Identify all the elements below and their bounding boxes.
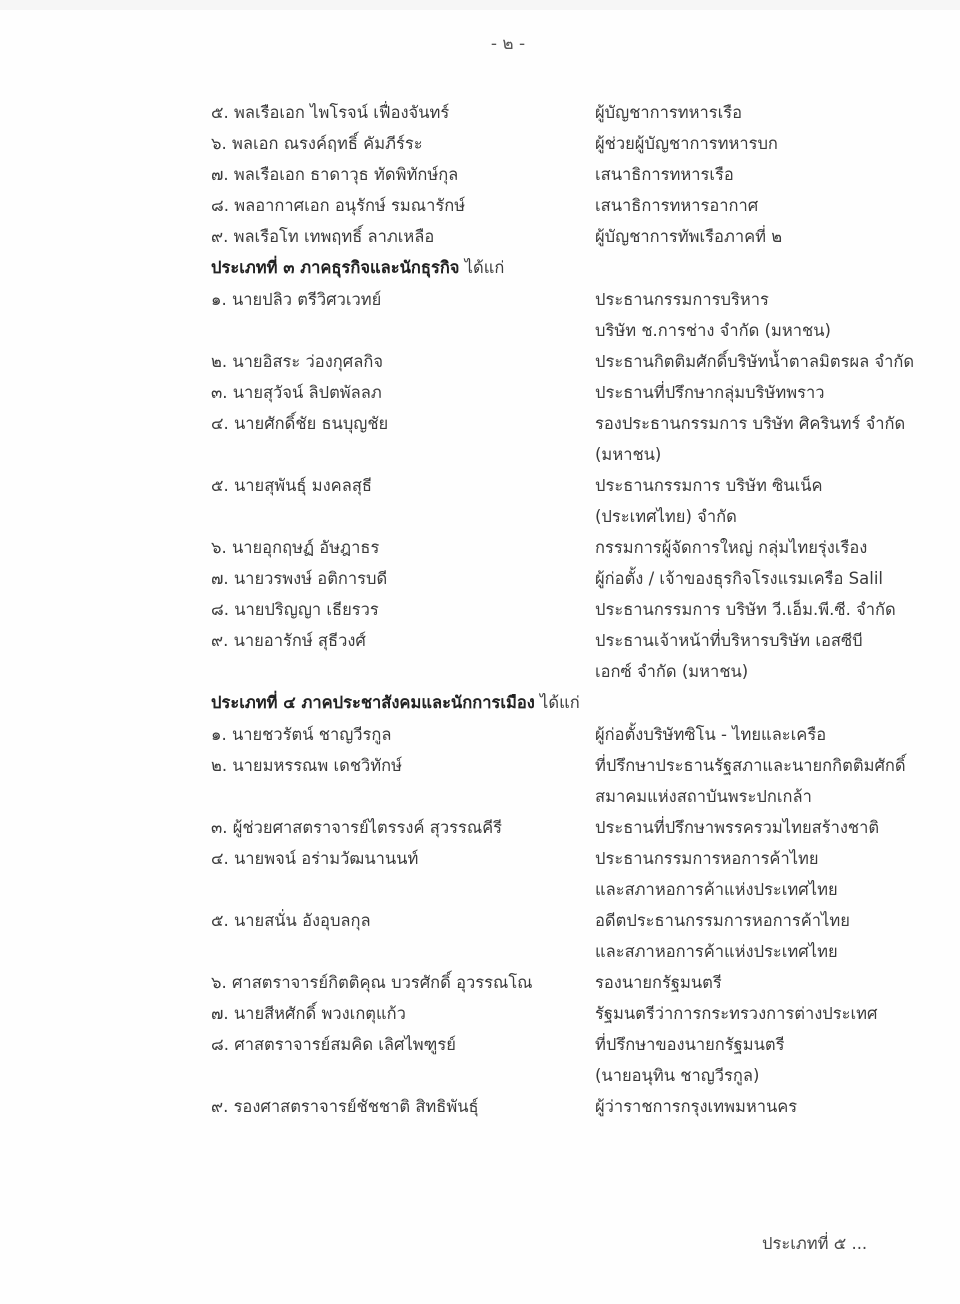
list-item xyxy=(211,843,951,874)
list-item xyxy=(211,1029,951,1060)
member-name: ๗. พลเรือเอก ธาดาวุธ ทัดพิทักษ์กุล xyxy=(211,165,459,184)
list-item xyxy=(211,190,951,221)
list-item xyxy=(211,563,951,594)
member-name: ๗. นายวรพงษ์ อติการบดี xyxy=(211,569,388,588)
page-number: - ๒ - xyxy=(490,34,526,54)
member-name: ๙. รองศาสตราจารย์ชัชชาติ สิทธิพันธุ์ xyxy=(211,1097,479,1116)
member-position: เสนาธิการทหารเรือ xyxy=(595,165,734,184)
member-position: อดีตประธานกรรมการหอการค้าไทย xyxy=(595,911,850,930)
member-position: ผู้ว่าราชการกรุงเทพมหานคร xyxy=(595,1097,798,1116)
member-position: ผู้ก่อตั้ง / เจ้าของธุรกิจโรงแรมเครือ Salil xyxy=(595,569,883,588)
member-position: ประธานกิตติมศักดิ์บริษัทน้ำตาลมิตรผล จำกัด xyxy=(595,352,915,371)
member-position: กรรมการผู้จัดการใหญ่ กลุ่มไทยรุ่งเรือง xyxy=(595,538,868,557)
section-heading-suffix: ได้แก่ xyxy=(459,258,505,277)
member-position-line2: และสภาหอการค้าแห่งประเทศไทย xyxy=(595,880,838,899)
member-name: ๒. นายมหรรณพ เดชวิทักษ์ xyxy=(211,756,403,775)
list-item xyxy=(211,625,951,656)
list-item xyxy=(211,812,951,843)
list-item xyxy=(211,97,951,128)
section-heading-title: ประเภทที่ ๔ ภาคประชาสังคมและนักการเมือง xyxy=(211,693,535,712)
list-item-continuation xyxy=(211,315,951,346)
member-name: ๖. นายอุกฤษฏ์ อัษฎาธร xyxy=(211,538,380,557)
list-item xyxy=(211,998,951,1029)
member-name: ๑. นายชวรัตน์ ชาญวีรกูล xyxy=(211,725,392,744)
member-name: ๘. พลอากาศเอก อนุรักษ์ รมณารักษ์ xyxy=(211,196,466,215)
page-top-edge xyxy=(0,0,960,10)
member-position-line2: เอกซ์ จำกัด (มหาชน) xyxy=(595,662,749,681)
section-heading-title: ประเภทที่ ๓ ภาคธุรกิจและนักธุรกิจ xyxy=(211,258,460,277)
group2-list xyxy=(211,97,951,252)
member-position: ผู้บัญชาการทัพเรือภาคที่ ๒ xyxy=(595,227,783,246)
member-position: ที่ปรึกษาประธานรัฐสภาและนายกกิตติมศักดิ์ xyxy=(595,756,906,775)
list-item xyxy=(211,346,951,377)
list-item-continuation xyxy=(211,439,951,470)
member-name: ๓. ผู้ช่วยศาสตราจารย์ไตรรงค์ สุวรรณคีรี xyxy=(211,818,503,837)
member-name: ๑. นายปลิว ตรีวิศวเวทย์ xyxy=(211,290,382,309)
member-name: ๕. นายสนั่น อังอุบลกุล xyxy=(211,911,371,930)
list-item xyxy=(211,377,951,408)
member-name: ๕. นายสุพันธุ์ มงคลสุธี xyxy=(211,476,372,495)
member-position-line2: และสภาหอการค้าแห่งประเทศไทย xyxy=(595,942,838,961)
group4-list xyxy=(211,719,951,1122)
member-position: ประธานที่ปรึกษากลุ่มบริษัทพราว xyxy=(595,383,825,402)
document-body xyxy=(211,97,951,1122)
group3-list xyxy=(211,284,951,687)
member-position: รองประธานกรรมการ บริษัท ศิครินทร์ จำกัด xyxy=(595,414,906,433)
list-item xyxy=(211,594,951,625)
list-item-continuation xyxy=(211,781,951,812)
member-position: ประธานกรรมการ บริษัท ซินเน็ค xyxy=(595,476,823,495)
list-item xyxy=(211,967,951,998)
member-position: ประธานกรรมการบริหาร xyxy=(595,290,769,309)
member-position-line2: สมาคมแห่งสถาบันพระปกเกล้า xyxy=(595,787,812,806)
section-heading-suffix: ได้แก่ xyxy=(534,693,580,712)
member-name: ๘. นายปริญญา เธียรวร xyxy=(211,600,379,619)
member-position-line2: (มหาชน) xyxy=(595,445,662,464)
list-item xyxy=(211,159,951,190)
member-position: ประธานกรรมการ บริษัท วี.เอ็ม.พี.ซี. จำกัด xyxy=(595,600,896,619)
list-item xyxy=(211,1091,951,1122)
list-item-continuation xyxy=(211,936,951,967)
list-item-continuation xyxy=(211,874,951,905)
list-item xyxy=(211,532,951,563)
member-position: ประธานเจ้าหน้าที่บริหารบริษัท เอสซีบี xyxy=(595,631,863,650)
member-name: ๔. นายศักดิ์ชัย ธนบุญชัย xyxy=(211,414,389,433)
list-item xyxy=(211,470,951,501)
member-name: ๙. นายอารักษ์ สุธีวงศ์ xyxy=(211,631,366,650)
list-item xyxy=(211,750,951,781)
list-item-continuation xyxy=(211,656,951,687)
member-position: ผู้ก่อตั้งบริษัทซิโน - ไทยและเครือ xyxy=(595,725,827,744)
member-name: ๘. ศาสตราจารย์สมคิด เลิศไพฑูรย์ xyxy=(211,1035,456,1054)
member-position-line2: (นายอนุทิน ชาญวีรกูล) xyxy=(595,1066,760,1085)
member-position: รองนายกรัฐมนตรี xyxy=(595,973,722,992)
member-position: เสนาธิการทหารอากาศ xyxy=(595,196,759,215)
list-item xyxy=(211,408,951,439)
section-heading-group4 xyxy=(211,687,951,719)
list-item xyxy=(211,221,951,252)
member-name: ๕. พลเรือเอก ไพโรจน์ เฟื่องจันทร์ xyxy=(211,103,450,122)
member-position: ประธานกรรมการหอการค้าไทย xyxy=(595,849,819,868)
member-position-line2: บริษัท ช.การช่าง จำกัด (มหาชน) xyxy=(595,321,831,340)
member-position: ประธานที่ปรึกษาพรรครวมไทยสร้างชาติ xyxy=(595,818,880,837)
list-item-continuation xyxy=(211,501,951,532)
list-item xyxy=(211,719,951,750)
member-name: ๙. พลเรือโท เทพฤทธิ์ ลาภเหลือ xyxy=(211,227,435,246)
continuation-note: ประเภทที่ ๕ ... xyxy=(762,1234,868,1253)
section-heading-group3 xyxy=(211,252,951,284)
list-item xyxy=(211,284,951,315)
member-position: ผู้บัญชาการทหารเรือ xyxy=(595,103,743,122)
member-position: รัฐมนตรีว่าการกระทรวงการต่างประเทศ xyxy=(595,1004,878,1023)
list-item-continuation xyxy=(211,1060,951,1091)
member-name: ๒. นายอิสระ ว่องกุศลกิจ xyxy=(211,352,383,371)
member-name: ๖. ศาสตราจารย์กิตติคุณ บวรศักดิ์ อุวรรณโณ xyxy=(211,973,533,992)
member-name: ๓. นายสุวัจน์ ลิปตพัลลภ xyxy=(211,383,382,402)
member-name: ๗. นายสีหศักดิ์ พวงเกตุแก้ว xyxy=(211,1004,406,1023)
member-position: ผู้ช่วยผู้บัญชาการทหารบก xyxy=(595,134,778,153)
list-item xyxy=(211,128,951,159)
member-name: ๖. พลเอก ณรงค์ฤทธิ์ คัมภีร์ระ xyxy=(211,134,423,153)
member-name: ๔. นายพจน์ อร่ามวัฒนานนท์ xyxy=(211,849,419,868)
member-position-line2: (ประเทศไทย) จำกัด xyxy=(595,507,737,526)
member-position: ที่ปรึกษาของนายกรัฐมนตรี xyxy=(595,1035,785,1054)
list-item xyxy=(211,905,951,936)
